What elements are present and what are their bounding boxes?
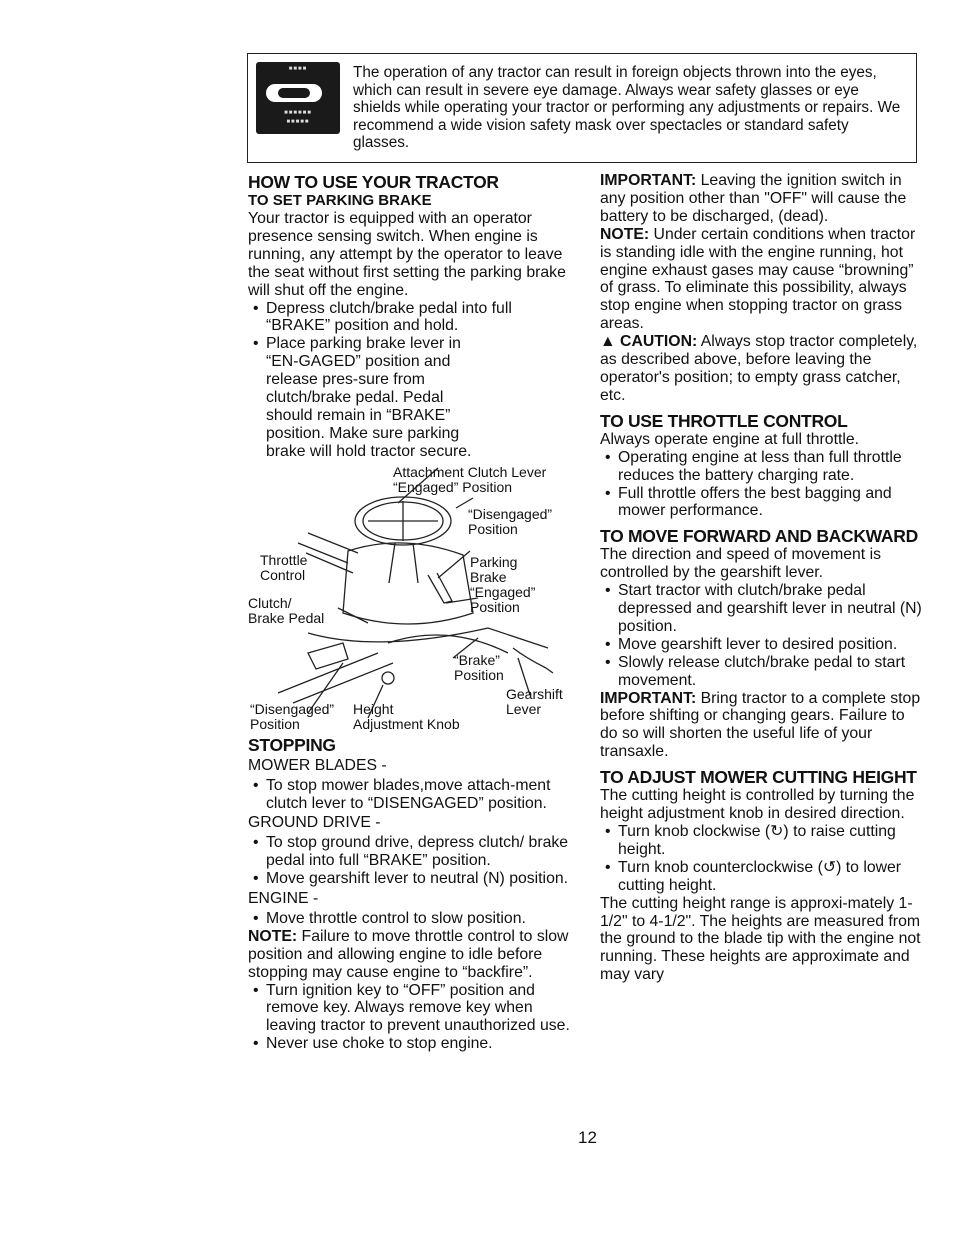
safety-glasses-warning-icon: ■■■■ ■■■■■■ ■■■■■	[256, 62, 340, 134]
caution-label: CAUTION:	[620, 333, 698, 351]
note-label: NOTE:	[600, 225, 650, 243]
list-item: • To stop mower blades,move attach-ment clutch lever to “DISENGAGED” position.	[248, 777, 578, 813]
attachment-clutch-lever-label: Attachment Clutch Lever	[393, 463, 547, 480]
clutch-label: Clutch/	[248, 594, 292, 611]
counterclockwise-arrow-icon: ↺	[822, 858, 837, 876]
list-item: • Never use choke to stop engine.	[248, 1035, 578, 1053]
caution-icon: ▲	[600, 333, 621, 351]
list-item	[600, 823, 922, 859]
note-text: Under certain conditions when tractor is standing idle with the engine running, hot engine exhaust gases may cause “browning” of grass. To eliminate this possibility, always stop engine when stopping tractor on grass areas.	[600, 225, 916, 333]
ground-bullets	[248, 834, 578, 888]
height-adjustment-knob-label: Adjustment Knob	[353, 715, 460, 732]
forward-important	[600, 690, 922, 762]
list-item: • Full throttle offers the best bagging and mower performance.	[600, 485, 922, 521]
important-text: Bring tractor to a complete stop before shifting or changing gears. Failure to do so will shorten the useful life of your transaxle.	[600, 689, 921, 761]
important-text: Leaving the ignition switch in any position other than "OFF" will cause the battery to be discharged, (dead).	[600, 172, 907, 225]
list-item: • Move gearshift lever to neutral (N) position.	[248, 870, 578, 888]
throttle-label: Throttle	[260, 551, 308, 568]
brake-position-label: “Brake”	[454, 651, 500, 668]
height-label: Height	[353, 700, 394, 717]
note-browning	[600, 226, 922, 333]
bullet-text: ) to raise cutting height.	[618, 823, 896, 858]
stopping-heading: STOPPING	[248, 734, 336, 755]
ground-drive-label: GROUND DRIVE -	[248, 814, 381, 832]
mower-blades-label: MOWER BLADES -	[248, 756, 387, 774]
parking-label: Parking	[470, 553, 518, 570]
gearshift-lever-label: Lever	[506, 700, 542, 717]
list-item: • Move throttle control to slow position.	[248, 910, 578, 928]
note-label: NOTE:	[248, 927, 298, 945]
forward-backward-heading: TO MOVE FORWARD AND BACKWARD	[600, 526, 918, 547]
safety-warning-box	[247, 53, 917, 163]
bullet-text: Turn knob counterclockwise (	[618, 858, 823, 876]
engine-label: ENGINE -	[248, 890, 319, 908]
important-ignition	[600, 172, 922, 226]
section-heading: HOW TO USE YOUR TRACTOR	[248, 172, 499, 192]
clockwise-arrow-icon: ↻	[770, 823, 784, 840]
caution-text: Always stop tractor completely, as described above, before leaving the operator's position; to empty grass catcher, etc.	[600, 333, 918, 404]
cutting-height-heading: TO ADJUST MOWER CUTTING HEIGHT	[600, 767, 917, 788]
brake-label: Brake	[470, 568, 507, 585]
throttle-heading: TO USE THROTTLE CONTROL	[600, 410, 848, 431]
tractor-controls-diagram	[248, 463, 578, 735]
cutting-outro: The cutting height range is approxi-mately 1-1/2" to 4-1/2". The heights are measured from the ground to the blade tip with the engine not running. These heights are approximate and may vary	[600, 894, 921, 984]
throttle-control-label: Control	[260, 566, 306, 583]
list-item	[600, 859, 922, 895]
list-item: • Place parking brake lever in “EN-GAGED” position and release pres-sure from clutch/brake pedal. Pedal should remain in “BRAKE” position. Make sure parking brake will hold tractor secure.	[248, 335, 578, 460]
engine-bullets	[248, 910, 578, 928]
important-label: IMPORTANT:	[600, 172, 697, 189]
throttle-intro: Always operate engine at full throttle.	[600, 430, 860, 448]
bullet-text: ) to lower cutting height.	[618, 858, 902, 894]
cutting-intro: The cutting height is controlled by turning the height adjustment knob in desired direction.	[600, 787, 915, 823]
parking-intro: Your tractor is equipped with an operator presence sensing switch. When engine is running, any attempt by the operator to leave the seat without first setting the parking brake will shut off the engine.	[248, 210, 566, 299]
position-label: Position	[468, 520, 518, 537]
gearshift-label: Gearshift	[506, 685, 563, 702]
cutting-bullets	[600, 823, 922, 895]
engaged-position-label: “Engaged” Position	[393, 478, 513, 495]
list-item: • Turn ignition key to “OFF” position and remove key. Always remove key when leaving tractor to prevent unauthorized use.	[248, 982, 578, 1036]
brake-position-label-2: Position	[454, 666, 504, 683]
list-item: • Start tractor with clutch/brake pedal depressed and gearshift lever in neutral (N) position.	[600, 582, 922, 636]
disengaged-position-label: Position	[250, 715, 300, 732]
disengaged-pedal-label: “Disengaged”	[250, 700, 335, 717]
list-item: • Slowly release clutch/brake pedal to start movement.	[600, 654, 922, 690]
warning-text: The operation of any tractor can result in foreign objects thrown into the eyes, which can result in severe eye damage. Always wear safety glasses or eye shields while operating your tractor or performing any adjustments or repairs. We recommend a wide vision safety mask over spectacles or standard safety glasses.	[353, 64, 901, 151]
note-text: Failure to move throttle control to slow position and allowing engine to idle before stopping may cause engine to “backfire”.	[248, 927, 569, 981]
important-label: IMPORTANT:	[600, 689, 697, 707]
page-number: 12	[578, 1128, 597, 1147]
throttle-bullets	[600, 449, 922, 521]
parking-position-label: Position	[470, 598, 520, 615]
caution-paragraph	[600, 333, 922, 405]
stopping-note	[248, 928, 578, 982]
forward-bullets	[600, 582, 922, 689]
list-item: • To stop ground drive, depress clutch/ brake pedal into full “BRAKE” position.	[248, 834, 578, 870]
parking-engaged-label: “Engaged”	[470, 583, 536, 600]
list-item: • Depress clutch/brake pedal into full “BRAKE” position and hold.	[248, 300, 578, 336]
right-column	[600, 172, 922, 984]
list-item: • Operating engine at less than full throttle reduces the battery charging rate.	[600, 449, 922, 485]
forward-intro: The direction and speed of movement is controlled by the gearshift lever.	[600, 546, 881, 582]
parking-brake-heading: TO SET PARKING BRAKE	[248, 192, 432, 209]
bullet-text: Turn knob clockwise (	[618, 823, 771, 840]
final-bullets	[248, 982, 578, 1054]
list-item: • Move gearshift lever to desired position.	[600, 636, 922, 654]
blades-bullets	[248, 777, 578, 813]
brake-pedal-label: Brake Pedal	[248, 609, 325, 626]
left-column	[248, 172, 578, 1053]
parking-bullets	[248, 300, 578, 461]
disengaged-label: “Disengaged”	[468, 505, 553, 522]
